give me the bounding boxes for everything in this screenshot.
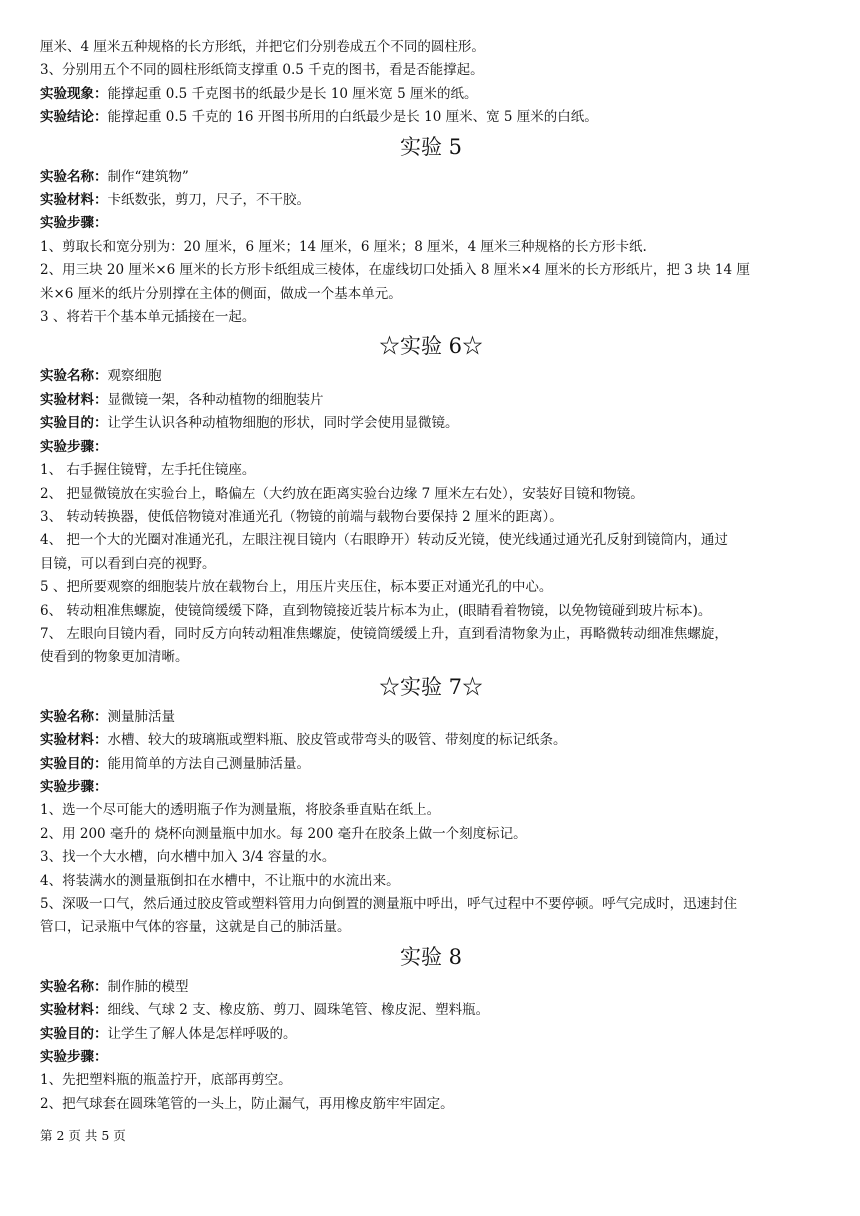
- labeled-paragraph: [40, 753, 822, 776]
- paragraph-line: 1、 右手握住镜臂，左手托住镜座。: [40, 462, 256, 479]
- field-label: 实验名称：: [40, 368, 108, 385]
- field-text: 制作“建筑物”: [107, 168, 189, 185]
- field-text: 观察细胞: [107, 368, 162, 385]
- paragraph-line: 厘米、4 厘米五种规格的长方形纸，并把它们分别卷成五个不同的圆柱形。: [40, 39, 485, 55]
- field-text: 制作肺的模型: [107, 978, 189, 995]
- field-label: 实验结论：: [40, 109, 108, 126]
- field-text: 能撑起重 0.5 千克的 16 开图书所用的白纸最少是长 10 厘米、宽 5 厘米的白纸。: [107, 109, 598, 126]
- labeled-paragraph: [40, 1046, 822, 1069]
- field-label: 实验目的：: [40, 1025, 108, 1042]
- paragraph-line: 4、 把一个大的光圈对准通光孔，左眼注视目镜内（右眼睁开）转动反光镜，使光线通过通光孔反射到镜筒内，通过: [40, 532, 728, 549]
- field-text: 让学生了解人体是怎样呼吸的。: [107, 1025, 297, 1042]
- field-label: 实验材料：: [40, 732, 108, 749]
- paragraph-line: 2、把气球套在圆珠笔管的一头上，防止漏气，再用橡皮筋牢牢固定。: [40, 1095, 454, 1112]
- section-heading: ☆实验 6☆: [378, 334, 484, 359]
- labeled-paragraph: [40, 212, 822, 235]
- labeled-paragraph: [40, 412, 822, 435]
- field-label: 实验目的：: [40, 755, 108, 772]
- paragraph-line: 目镜，可以看到白亮的视野。: [40, 555, 216, 572]
- paragraph-line: 2、用三块 20 厘米×6 厘米的长方形卡纸组成三棱体，在虚线切口处插入 8 厘米×4 厘米的长方形纸片，把 3 块 14 厘: [40, 262, 750, 279]
- paragraph-line: 米×6 厘米的纸片分别撑在主体的侧面，做成一个基本单元。: [40, 285, 402, 302]
- field-text: 能用简单的方法自己测量肺活量。: [107, 755, 310, 772]
- field-text: 能撑起重 0.5 千克图书的纸最少是长 10 厘米宽 5 厘米的纸。: [107, 85, 478, 102]
- field-label: 实验步骤：: [40, 778, 108, 795]
- section-heading: 实验 5: [399, 134, 463, 159]
- labeled-paragraph: [40, 365, 822, 388]
- labeled-paragraph: [40, 776, 822, 799]
- field-label: 实验步骤：: [40, 1049, 108, 1066]
- field-label: 实验材料：: [40, 192, 108, 209]
- labeled-paragraph: [40, 729, 822, 752]
- page-footer: 第 2 页 共 5 页: [40, 1128, 126, 1143]
- labeled-paragraph: [40, 436, 822, 459]
- labeled-paragraph: [40, 389, 822, 412]
- field-label: 实验材料：: [40, 1002, 108, 1019]
- paragraph-line: 3、分别用五个不同的圆柱形纸筒支撑重 0.5 千克的图书，看是否能撑起。: [40, 62, 484, 79]
- field-label: 实验名称：: [40, 168, 108, 185]
- paragraph-line: 2、 把显微镜放在实验台上，略偏左（大约放在距离实验台边缘 7 厘米左右处），安装好目镜和物镜。: [40, 485, 644, 502]
- paragraph-line: 5、深吸一口气，然后通过胶皮管或塑料管用力向倒置的测量瓶中呼出，呼气过程中不要停顿。呼气完成时，迅速封住: [40, 896, 738, 912]
- labeled-paragraph: [40, 189, 822, 212]
- paragraph-line: 使看到的物象更加清晰。: [40, 649, 189, 666]
- labeled-paragraph: [40, 166, 822, 189]
- paragraph-line: 3、找一个大水槽，向水槽中加入 3/4 容量的水。: [40, 849, 336, 866]
- paragraph-line: 1、先把塑料瓶的瓶盖拧开，底部再剪空。: [40, 1072, 292, 1089]
- field-text: 显微镜一架，各种动植物的细胞装片: [107, 391, 324, 408]
- field-label: 实验步骤：: [40, 438, 108, 455]
- section-heading: 实验 8: [399, 944, 463, 969]
- field-text: 细线、气球 2 支、橡皮筋、剪刀、圆珠笔管、橡皮泥、塑料瓶。: [107, 1002, 490, 1019]
- field-label: 实验名称：: [40, 708, 108, 725]
- field-text: 测量肺活量: [107, 708, 175, 725]
- field-label: 实验现象：: [40, 85, 108, 102]
- section-heading: ☆实验 7☆: [378, 674, 484, 699]
- labeled-paragraph: [40, 999, 822, 1022]
- labeled-paragraph: [40, 106, 822, 129]
- field-text: 让学生认识各种动植物细胞的形状，同时学会使用显微镜。: [107, 415, 459, 432]
- paragraph-line: 2、用 200 毫升的 烧杯向测量瓶中加水。每 200 毫升在胶条上做一个刻度标记。: [40, 825, 527, 842]
- field-label: 实验材料：: [40, 391, 108, 408]
- paragraph-line: 3 、将若干个基本单元插接在一起。: [40, 309, 256, 326]
- paragraph-line: 6、 转动粗准焦螺旋，使镜筒缓缓下降，直到物镜接近装片标本为止，(眼睛看着物镜，以免物镜碰到玻片标本)。: [40, 602, 712, 619]
- paragraph-line: 4、将装满水的测量瓶倒扣在水槽中，不让瓶中的水流出来。: [40, 872, 400, 889]
- field-label: 实验步骤：: [40, 215, 108, 232]
- document-page: [40, 36, 822, 1116]
- paragraph-line: 1、剪取长和宽分别为：20 厘米，6 厘米；14 厘米，6 厘米；8 厘米，4 厘米三种规格的长方形卡纸.: [40, 238, 647, 255]
- paragraph-line: 1、选一个尽可能大的透明瓶子作为测量瓶，将胶条垂直贴在纸上。: [40, 802, 441, 819]
- field-label: 实验目的：: [40, 415, 108, 432]
- field-label: 实验名称：: [40, 978, 108, 995]
- paragraph-line: 3、 转动转换器，使低倍物镜对准通光孔（物镜的前端与载物台要保持 2 厘米的距离）。: [40, 508, 563, 525]
- field-text: 水槽、较大的玻璃瓶或塑料瓶、胶皮管或带弯头的吸管、带刻度的标记纸条。: [107, 732, 567, 749]
- paragraph-line: 7、 左眼向目镜内看，同时反方向转动粗准焦螺旋，使镜筒缓缓上升，直到看清物象为止，再略微转动细准焦螺旋，: [40, 625, 728, 642]
- paragraph-line: 5 、把所要观察的细胞装片放在载物台上，用压片夹压住，标本要正对通光孔的中心。: [40, 579, 553, 596]
- paragraph-line: 管口，记录瓶中气体的容量，这就是自己的肺活量。: [40, 919, 351, 936]
- field-text: 卡纸数张，剪刀，尺子，不干胶。: [107, 192, 310, 209]
- labeled-paragraph: [40, 706, 822, 729]
- labeled-paragraph: [40, 83, 822, 106]
- labeled-paragraph: [40, 1023, 822, 1046]
- labeled-paragraph: [40, 976, 822, 999]
